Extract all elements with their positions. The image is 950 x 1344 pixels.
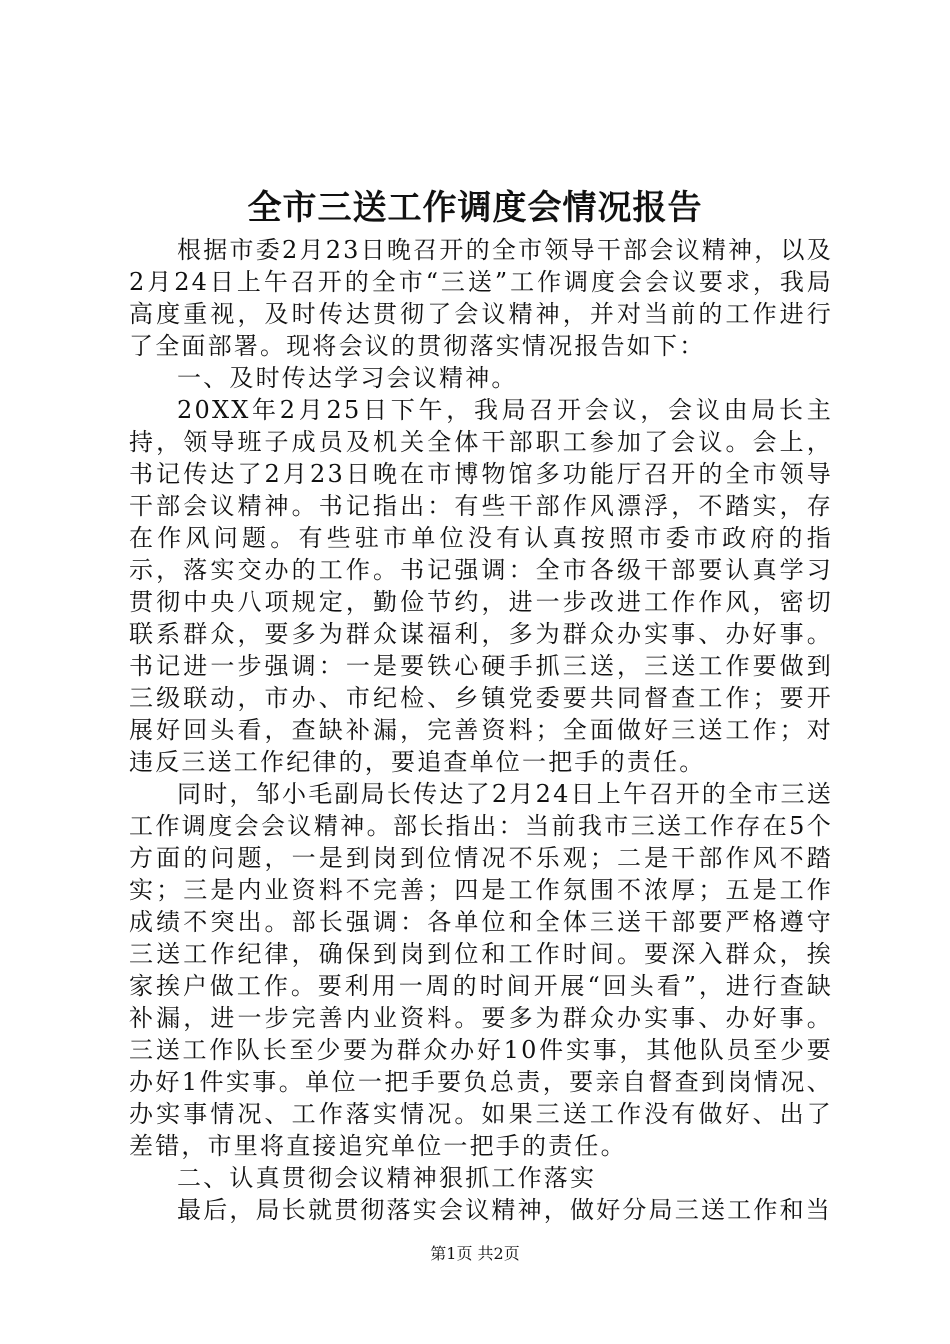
paragraph-intro: 根据市委2月23日晚召开的全市领导干部会议精神，以及2月24日上午召开的全市“三送”工作调度会会议要求，我局高度重视，及时传达贯彻了会议精神，并对当前的工作进行了全面部署。现将会议的贯彻落实情况报告如下：	[129, 236, 833, 360]
section-heading-1: 一、及时传达学习会议精神。	[177, 364, 518, 392]
paragraph-closing: 最后，局长就贯彻落实会议精神，做好分局三送工作和当	[177, 1196, 832, 1224]
paragraph-deputy-report: 同时，邹小毛副局长传达了2月24日上午召开的全市三送工作调度会会议精神。部长指出：当前我市三送工作存在5个方面的问题，一是到岗到位情况不乐观；二是干部作风不踏实；三是内业资料不完善；四是工作氛围不浓厚；五是工作成绩不突出。部长强调：各单位和全体三送干部要严格遵守三送工作纪律，确保到岗到位和工作时间。要深入群众，挨家挨户做工作。要利用一周的时间开展“回头看”，进行查缺补漏，进一步完善内业资料。要多为群众办实事、办好事。三送工作队长至少要为群众办好10件实事，其他队员至少要办好1件实事。单位一把手要负总责，要亲自督查到岗情况、办实事情况、工作落实情况。如果三送工作没有做好、出了差错，市里将直接追究单位一把手的责任。	[129, 780, 833, 1160]
page-footer: 第1页 共2页	[430, 1244, 520, 1263]
paragraph-meeting-summary: 20XX年2月25日下午，我局召开会议，会议由局长主持，领导班子成员及机关全体干部职工参加了会议。会上，书记传达了2月23日晚在市博物馆多功能厅召开的全市领导干部会议精神。书记指出：有些干部作风漂浮，不踏实，存在作风问题。有些驻市单位没有认真按照市委市政府的指示，落实交办的工作。书记强调：全市各级干部要认真学习贯彻中央八项规定，勤俭节约，进一步改进工作作风，密切联系群众，要多为群众谋福利，多为群众办实事、办好事。书记进一步强调：一是要铁心硬手抓三送，三送工作要做到三级联动，市办、市纪检、乡镇党委要共同督查工作；要开展好回头看，查缺补漏，完善资料；全面做好三送工作；对违反三送工作纪律的，要追查单位一把手的责任。	[129, 396, 833, 776]
document-body	[129, 234, 833, 1226]
document-title: 全市三送工作调度会情况报告	[247, 188, 703, 228]
section-heading-2: 二、认真贯彻会议精神狠抓工作落实	[177, 1164, 597, 1192]
